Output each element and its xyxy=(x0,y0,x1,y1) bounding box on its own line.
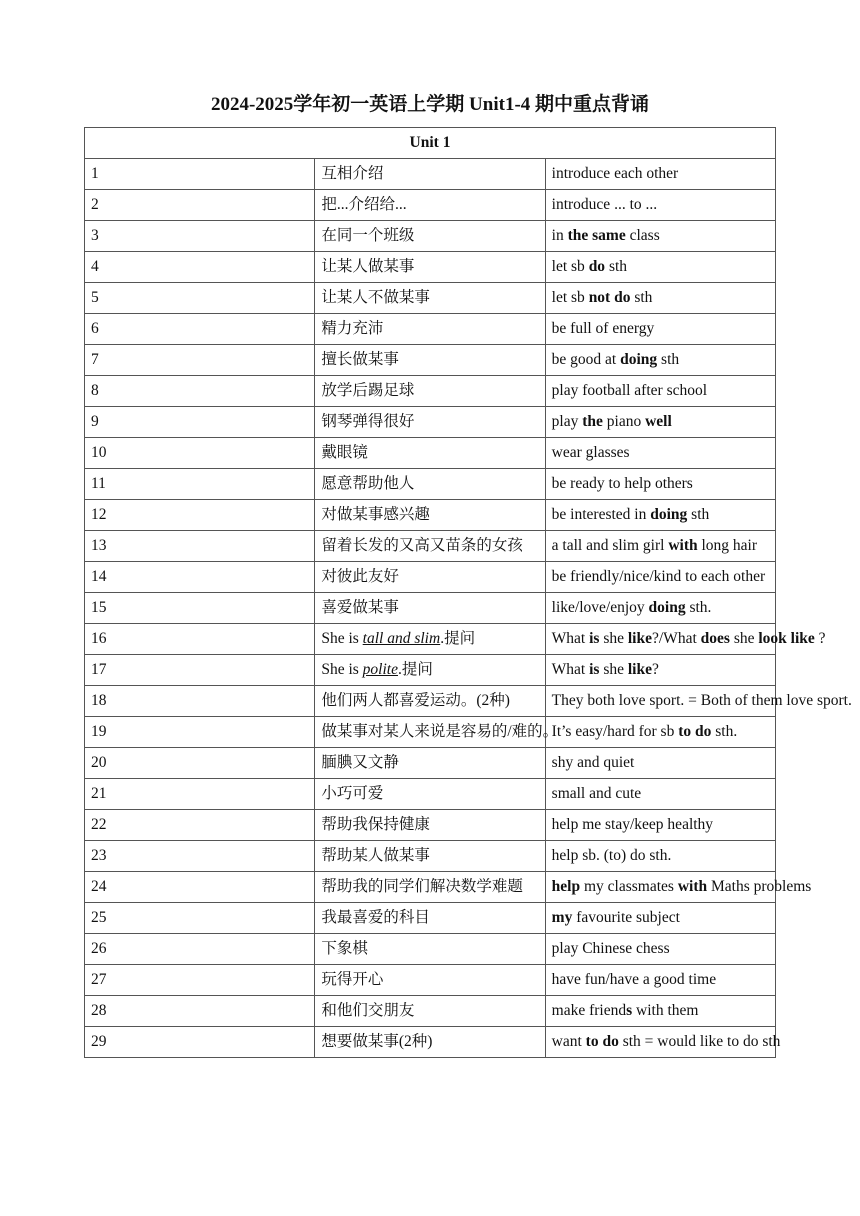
row-number: 5 xyxy=(85,283,315,314)
chinese-phrase xyxy=(315,438,545,469)
text-segment: sth xyxy=(630,289,653,306)
table-row xyxy=(85,345,776,376)
text-segment: doing xyxy=(620,351,658,368)
table-row xyxy=(85,469,776,500)
text-segment: do xyxy=(588,258,606,275)
row-number: 4 xyxy=(85,252,315,283)
text-segment: 放学后踢足球 xyxy=(321,382,415,399)
text-segment: my classmates xyxy=(580,878,678,895)
row-number: 22 xyxy=(85,810,315,841)
table-row xyxy=(85,221,776,252)
row-number: 24 xyxy=(85,872,315,903)
text-segment: have fun/have a good time xyxy=(551,971,717,988)
english-phrase xyxy=(545,159,775,190)
text-segment: 钢琴弹得很好 xyxy=(321,413,415,430)
text-segment: the same xyxy=(567,227,626,244)
text-segment: 擅长做某事 xyxy=(321,351,399,368)
text-segment: 我最喜爱的科目 xyxy=(321,909,430,926)
text-segment: ?/What xyxy=(652,630,701,647)
text-segment: shy and quiet xyxy=(551,754,635,771)
text-segment: the xyxy=(582,413,603,430)
english-phrase xyxy=(545,469,775,500)
english-phrase xyxy=(545,221,775,252)
english-phrase xyxy=(545,779,775,810)
table-row xyxy=(85,376,776,407)
chinese-phrase xyxy=(315,190,545,221)
table-row xyxy=(85,624,776,655)
table-row xyxy=(85,407,776,438)
chinese-phrase xyxy=(315,872,545,903)
english-phrase xyxy=(545,190,775,221)
text-segment: to do xyxy=(678,723,712,740)
text-segment: like/love/enjoy xyxy=(551,599,649,616)
row-number: 14 xyxy=(85,562,315,593)
text-segment: in xyxy=(551,227,568,244)
text-segment: She is xyxy=(321,630,363,647)
row-number: 9 xyxy=(85,407,315,438)
vocab-table-body xyxy=(85,128,852,1058)
table-row xyxy=(85,996,776,1027)
chinese-phrase xyxy=(315,159,545,190)
chinese-phrase xyxy=(315,996,545,1027)
text-segment: 下象棋 xyxy=(321,940,368,957)
text-segment: favourite subject xyxy=(572,909,680,926)
text-segment: piano xyxy=(602,413,646,430)
text-segment: doing xyxy=(648,599,686,616)
row-number: 20 xyxy=(85,748,315,779)
text-segment: 戴眼镜 xyxy=(321,444,368,461)
text-segment: help sb. (to) do sth. xyxy=(551,847,672,864)
english-phrase xyxy=(545,624,826,655)
text-segment: 帮助我保持健康 xyxy=(321,816,430,833)
chinese-phrase xyxy=(315,562,545,593)
table-row xyxy=(85,717,776,748)
chinese-phrase xyxy=(315,841,545,872)
chinese-phrase xyxy=(315,934,545,965)
text-segment: be full of energy xyxy=(551,320,655,337)
text-segment: doing xyxy=(650,506,688,523)
row-number: 29 xyxy=(85,1027,315,1058)
english-phrase xyxy=(545,252,775,283)
row-number: 25 xyxy=(85,903,315,934)
english-phrase xyxy=(545,314,775,345)
chinese-phrase xyxy=(315,779,545,810)
row-number: 26 xyxy=(85,934,315,965)
english-phrase xyxy=(545,531,775,562)
text-segment: 他们两人都喜爱运动。(2种) xyxy=(321,692,510,709)
text-segment: play football after school xyxy=(551,382,708,399)
row-number: 11 xyxy=(85,469,315,500)
chinese-phrase xyxy=(315,376,545,407)
text-segment: long hair xyxy=(697,537,758,554)
chinese-phrase xyxy=(315,1027,545,1058)
table-row xyxy=(85,841,776,872)
text-segment: she xyxy=(599,661,628,678)
row-number: 16 xyxy=(85,624,315,655)
text-segment: 玩得开心 xyxy=(321,971,384,988)
text-segment: 喜爱做某事 xyxy=(321,599,399,616)
english-phrase xyxy=(545,934,775,965)
text-segment: let sb xyxy=(551,289,589,306)
text-segment: 帮助某人做某事 xyxy=(321,847,430,864)
english-phrase xyxy=(545,810,775,841)
chinese-phrase xyxy=(315,965,545,996)
table-row xyxy=(85,438,776,469)
text-segment: a tall and slim girl xyxy=(551,537,669,554)
text-segment: It’s easy/hard for sb xyxy=(551,723,679,740)
text-segment: 把...介绍给... xyxy=(321,196,407,213)
text-segment: 在同一个班级 xyxy=(321,227,415,244)
table-row xyxy=(85,903,776,934)
text-segment: sth xyxy=(687,506,710,523)
text-segment: ? xyxy=(814,630,826,647)
unit-header-row xyxy=(85,128,776,159)
text-segment: with xyxy=(677,878,708,895)
text-segment: is xyxy=(589,661,600,678)
chinese-phrase xyxy=(315,221,545,252)
chinese-phrase xyxy=(315,469,545,500)
text-segment: 精力充沛 xyxy=(321,320,384,337)
chinese-phrase xyxy=(315,655,545,686)
text-segment: with them xyxy=(632,1002,699,1019)
english-phrase xyxy=(545,345,775,376)
chinese-phrase xyxy=(315,748,545,779)
text-segment: make friend xyxy=(551,1002,627,1019)
chinese-phrase xyxy=(315,593,545,624)
text-segment: .提问 xyxy=(440,630,476,647)
text-segment: she xyxy=(599,630,628,647)
chinese-phrase xyxy=(315,283,545,314)
text-segment: be friendly/nice/kind to each other xyxy=(551,568,766,585)
text-segment: be ready to help others xyxy=(551,475,693,492)
text-segment: s xyxy=(626,1002,633,1019)
chinese-phrase xyxy=(315,717,559,748)
text-segment: introduce each other xyxy=(551,165,679,182)
row-number: 7 xyxy=(85,345,315,376)
chinese-phrase xyxy=(315,810,545,841)
text-segment: be good at xyxy=(551,351,621,368)
english-phrase xyxy=(545,407,775,438)
row-number: 23 xyxy=(85,841,315,872)
chinese-phrase xyxy=(315,252,545,283)
text-segment: 做某事对某人来说是容易的/难的。 xyxy=(321,723,559,740)
table-row xyxy=(85,748,776,779)
unit-label: Unit 1 xyxy=(85,128,776,159)
text-segment: to do xyxy=(585,1033,619,1050)
table-row xyxy=(85,872,776,903)
chinese-phrase xyxy=(315,345,545,376)
english-phrase xyxy=(545,1027,781,1058)
text-segment: 腼腆又文静 xyxy=(321,754,399,771)
text-segment: 帮助我的同学们解决数学难题 xyxy=(321,878,523,895)
text-segment: 对做某事感兴趣 xyxy=(321,506,430,523)
table-row xyxy=(85,934,776,965)
row-number: 18 xyxy=(85,686,315,717)
chinese-phrase xyxy=(315,314,545,345)
row-number: 13 xyxy=(85,531,315,562)
chinese-phrase xyxy=(315,903,545,934)
text-segment: sth xyxy=(605,258,628,275)
english-phrase xyxy=(545,872,812,903)
text-segment: introduce ... to ... xyxy=(551,196,658,213)
english-phrase xyxy=(545,376,775,407)
text-segment: What xyxy=(551,630,590,647)
text-segment: 留着长发的又高又苗条的女孩 xyxy=(321,537,523,554)
text-segment: be interested in xyxy=(551,506,651,523)
text-segment: Maths problems xyxy=(707,878,812,895)
text-segment: play Chinese chess xyxy=(551,940,670,957)
table-row xyxy=(85,159,776,190)
text-segment: she xyxy=(729,630,759,647)
table-row xyxy=(85,810,776,841)
text-segment: class xyxy=(625,227,660,244)
text-segment: 让某人不做某事 xyxy=(321,289,430,306)
english-phrase xyxy=(545,500,775,531)
text-segment: small and cute xyxy=(551,785,642,802)
text-segment: 想要做某事(2种) xyxy=(321,1033,433,1050)
text-segment: sth xyxy=(657,351,680,368)
chinese-phrase xyxy=(315,624,545,655)
text-segment: well xyxy=(645,413,672,430)
page-title: 2024-2025学年初一英语上学期 Unit1-4 期中重点背诵 xyxy=(210,94,650,115)
row-number: 8 xyxy=(85,376,315,407)
english-phrase xyxy=(545,965,775,996)
text-segment: ? xyxy=(652,661,659,678)
chinese-phrase xyxy=(315,407,545,438)
text-segment: let sb xyxy=(551,258,589,275)
text-segment: sth. xyxy=(711,723,738,740)
chinese-phrase xyxy=(315,686,545,717)
text-segment: 对彼此友好 xyxy=(321,568,399,585)
table-row xyxy=(85,500,776,531)
text-segment: 小巧可爱 xyxy=(321,785,384,802)
row-number: 2 xyxy=(85,190,315,221)
chinese-phrase xyxy=(315,531,545,562)
text-segment: polite xyxy=(362,661,398,678)
english-phrase xyxy=(545,438,775,469)
table-row xyxy=(85,562,776,593)
row-number: 28 xyxy=(85,996,315,1027)
table-row xyxy=(85,252,776,283)
table-row xyxy=(85,965,776,996)
row-number: 17 xyxy=(85,655,315,686)
text-segment: sth = would like to do sth xyxy=(618,1033,781,1050)
text-segment: 互相介绍 xyxy=(321,165,384,182)
table-row xyxy=(85,283,776,314)
text-segment: like xyxy=(627,661,652,678)
text-segment: They both love sport. = Both of them love sport. xyxy=(551,692,852,709)
text-segment: sth. xyxy=(685,599,712,616)
row-number: 10 xyxy=(85,438,315,469)
row-number: 1 xyxy=(85,159,315,190)
english-phrase xyxy=(545,841,775,872)
english-phrase xyxy=(545,562,775,593)
text-segment: play xyxy=(551,413,583,430)
table-row xyxy=(85,314,776,345)
text-segment: help xyxy=(551,878,581,895)
row-number: 21 xyxy=(85,779,315,810)
text-segment: like xyxy=(627,630,652,647)
text-segment: not do xyxy=(588,289,631,306)
text-segment: my xyxy=(551,909,573,926)
table-row xyxy=(85,779,776,810)
table-row xyxy=(85,190,776,221)
table-row xyxy=(85,655,776,686)
text-segment: is xyxy=(589,630,600,647)
table-row xyxy=(85,686,776,717)
table-row xyxy=(85,593,776,624)
text-segment: What xyxy=(551,661,590,678)
text-segment: .提问 xyxy=(397,661,433,678)
english-phrase xyxy=(545,686,852,717)
row-number: 12 xyxy=(85,500,315,531)
text-segment: want xyxy=(551,1033,586,1050)
row-number: 3 xyxy=(85,221,315,252)
english-phrase xyxy=(545,903,775,934)
text-segment: tall and slim xyxy=(362,630,441,647)
text-segment: 愿意帮助他人 xyxy=(321,475,415,492)
table-row xyxy=(85,1027,776,1058)
english-phrase xyxy=(545,655,775,686)
row-number: 27 xyxy=(85,965,315,996)
english-phrase xyxy=(545,717,775,748)
text-segment: wear glasses xyxy=(551,444,630,461)
vocab-table xyxy=(84,127,852,1058)
text-segment: She is xyxy=(321,661,363,678)
english-phrase xyxy=(545,996,775,1027)
table-row xyxy=(85,531,776,562)
english-phrase xyxy=(545,283,775,314)
row-number: 15 xyxy=(85,593,315,624)
text-segment: with xyxy=(668,537,698,554)
row-number: 6 xyxy=(85,314,315,345)
row-number: 19 xyxy=(85,717,315,748)
text-segment: help me stay/keep healthy xyxy=(551,816,714,833)
text-segment: does xyxy=(700,630,730,647)
text-segment: 让某人做某事 xyxy=(321,258,415,275)
english-phrase xyxy=(545,748,775,779)
english-phrase xyxy=(545,593,775,624)
text-segment: 和他们交朋友 xyxy=(321,1002,415,1019)
text-segment: look like xyxy=(758,630,815,647)
chinese-phrase xyxy=(315,500,545,531)
